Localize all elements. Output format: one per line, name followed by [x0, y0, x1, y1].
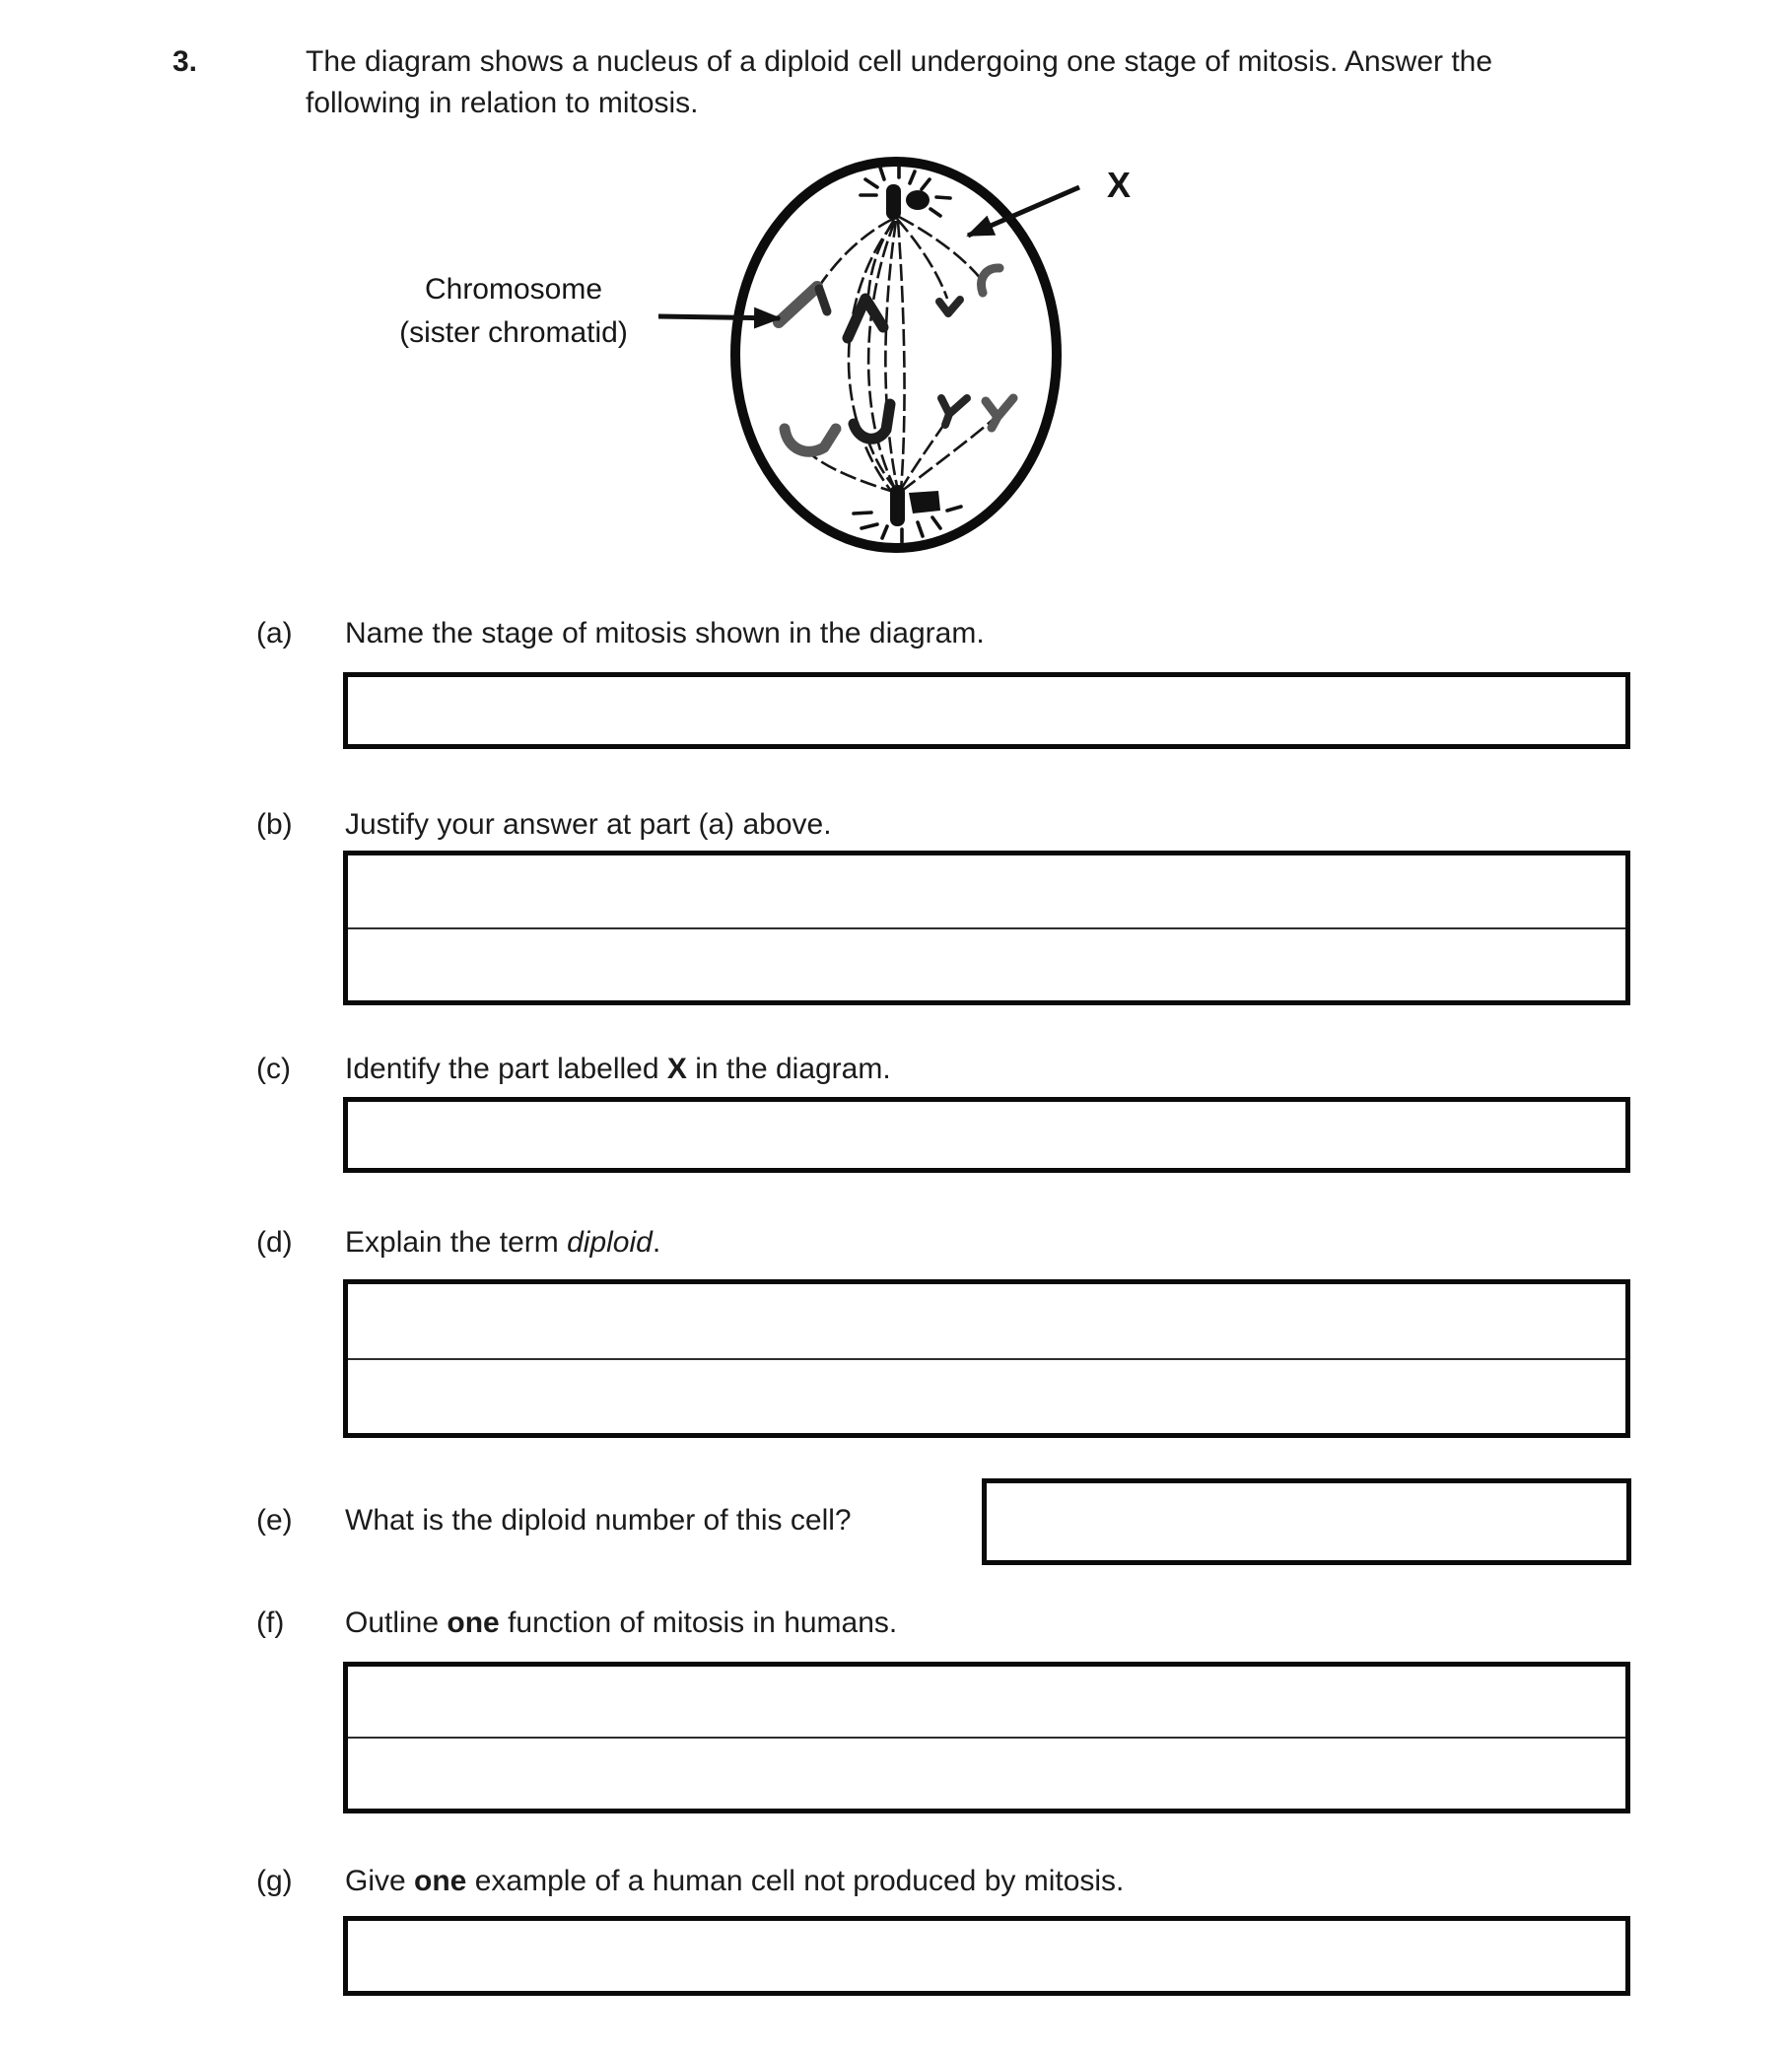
part-f-question [345, 1607, 897, 1640]
part-e-question [345, 1504, 852, 1538]
answer-box-divider [348, 1358, 1625, 1360]
part-d-question-post: . [652, 1226, 661, 1259]
part-g-question-post: example of a human cell not produced by mitosis. [466, 1865, 1125, 1897]
part-b-label: (b) [256, 808, 293, 841]
question-intro-line2: following in relation to mitosis. [306, 87, 699, 119]
part-f-question-pre: Outline [345, 1607, 448, 1639]
part-c-question [345, 1053, 891, 1086]
part-d-question-emph: diploid [567, 1226, 653, 1259]
part-f-question-post: function of mitosis in humans. [499, 1607, 898, 1639]
chromosome-label-line1: Chromosome [424, 273, 603, 306]
part-b-answer-box[interactable] [343, 851, 1630, 1005]
part-f-label: (f) [256, 1607, 285, 1639]
chromosome-label-line2: (sister chromatid) [399, 316, 628, 349]
x-label: X [1107, 165, 1132, 205]
part-a-label: (a) [256, 617, 293, 649]
part-f-answer-box[interactable] [343, 1662, 1630, 1813]
answer-box-divider [348, 1737, 1625, 1739]
part-e-question-pre: What is the diploid number of this cell? [345, 1504, 852, 1537]
part-f-question-emph: one [447, 1607, 500, 1639]
chromosome-label-arrow [658, 316, 780, 318]
mitosis-cell-diagram [345, 118, 1183, 572]
part-g-question [345, 1865, 1124, 1898]
question-number: 3. [172, 45, 198, 78]
part-b-question [345, 808, 832, 842]
question-intro-line1: The diagram shows a nucleus of a diploid cell undergoing one stage of mitosis. Answer the [306, 45, 1493, 78]
part-a-question [345, 617, 985, 650]
part-b-question-pre: Justify your answer at part (a) above. [345, 808, 832, 841]
part-g-question-pre: Give [345, 1865, 415, 1897]
part-d-question [345, 1226, 660, 1260]
part-d-label: (d) [256, 1226, 293, 1259]
part-d-question-pre: Explain the term [345, 1226, 568, 1259]
part-g-answer-box[interactable] [343, 1916, 1630, 1996]
part-c-question-pre: Identify the part labelled [345, 1053, 667, 1085]
part-a-question-pre: Name the stage of mitosis shown in the diagram. [345, 617, 985, 649]
part-e-answer-box[interactable] [982, 1478, 1631, 1565]
answer-box-divider [348, 927, 1625, 929]
part-d-answer-box[interactable] [343, 1279, 1630, 1438]
part-c-question-post: in the diagram. [686, 1053, 891, 1085]
part-e-label: (e) [256, 1504, 293, 1537]
part-a-answer-box[interactable] [343, 672, 1630, 749]
part-g-question-emph: one [414, 1865, 467, 1897]
part-c-answer-box[interactable] [343, 1097, 1630, 1173]
part-c-question-emph: X [666, 1053, 687, 1085]
part-c-label: (c) [256, 1053, 291, 1085]
part-g-label: (g) [256, 1865, 293, 1897]
